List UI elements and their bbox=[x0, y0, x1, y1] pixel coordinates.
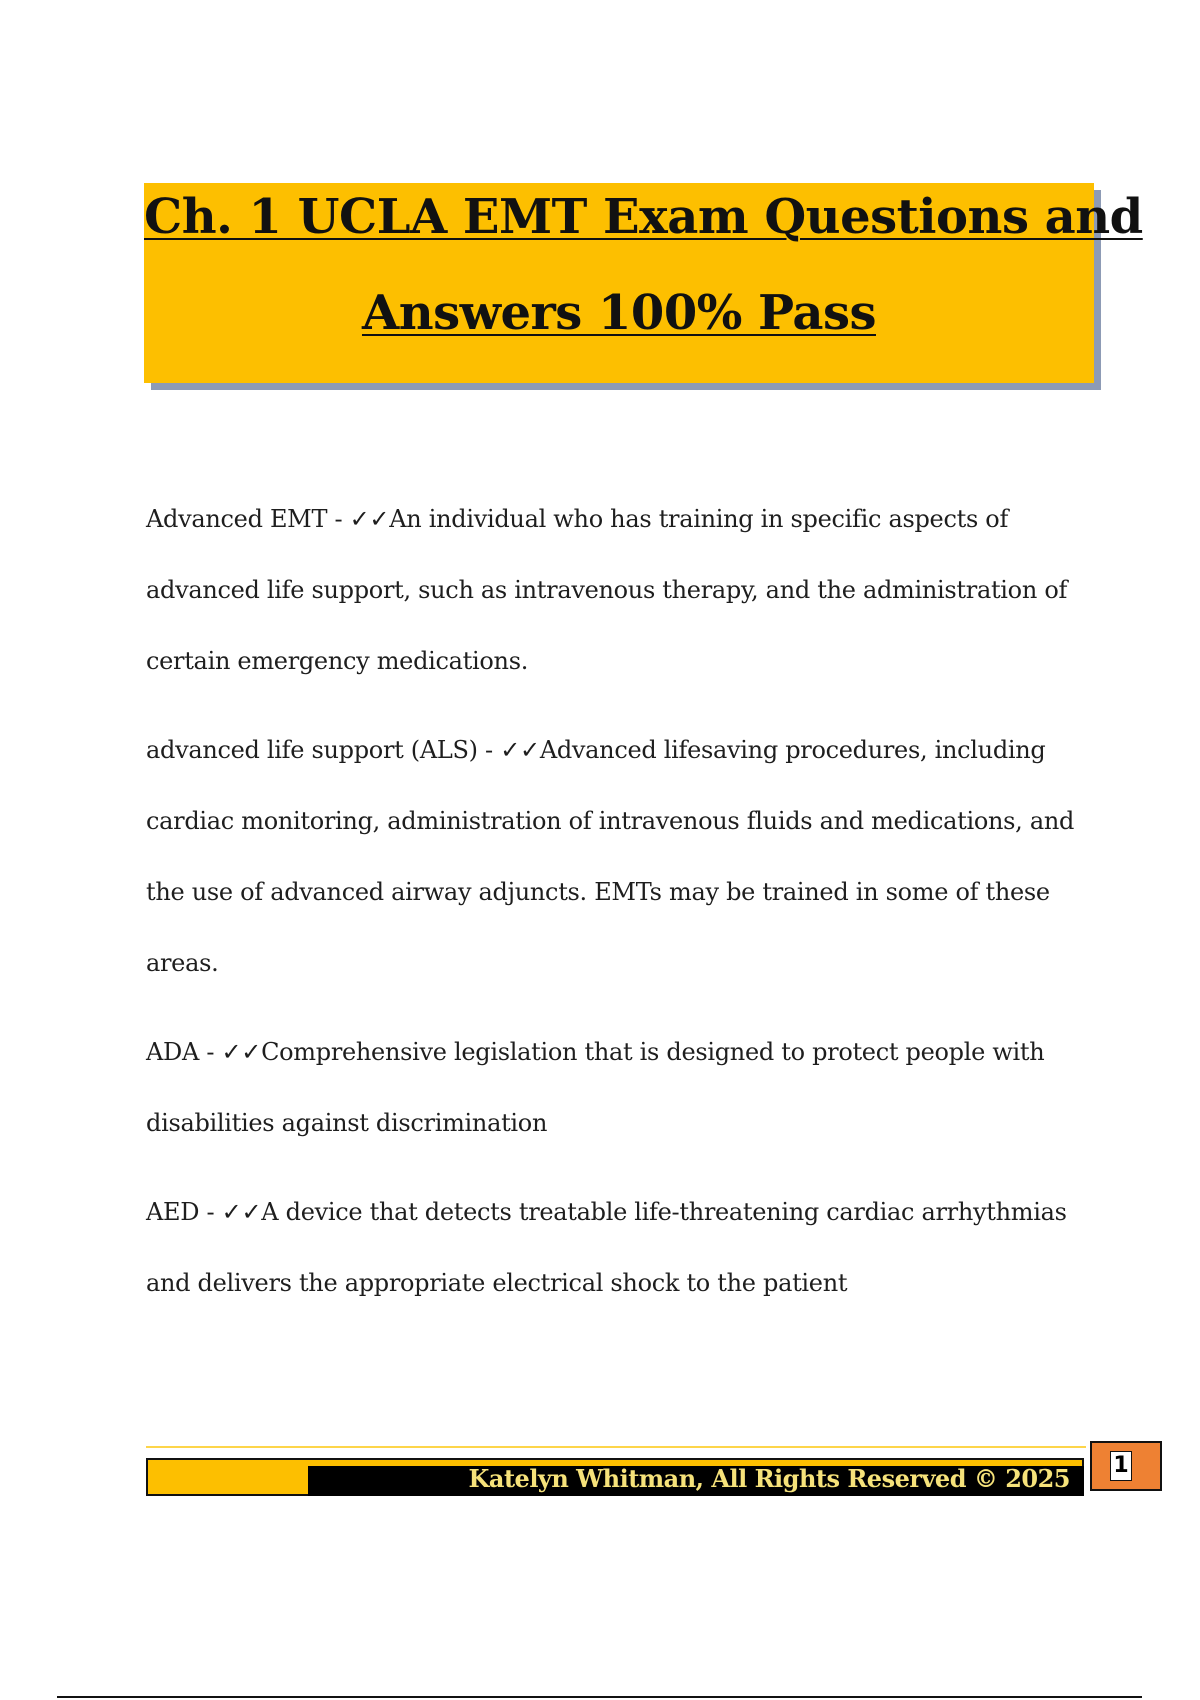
document-body bbox=[146, 484, 1096, 1337]
footer-divider bbox=[146, 1446, 1086, 1448]
entry-advanced-life-support: advanced life support (ALS) - ✓✓Advanced lifesaving procedures, including cardiac monitoring, administration of intravenous fluids and medications, and the use of advanced airway adjuncts. EMTs may be trained in some of these areas. bbox=[146, 736, 1075, 977]
entry-aed: AED - ✓✓A device that detects treatable life-threatening cardiac arrhythmias and delivers the appropriate electrical shock to the patient bbox=[146, 1198, 1067, 1297]
bottom-rule bbox=[57, 1696, 1142, 1698]
page-number-box bbox=[1090, 1441, 1162, 1491]
title-banner bbox=[144, 183, 1143, 383]
entry-advanced-emt: Advanced EMT - ✓✓An individual who has training in specific aspects of advanced life support, such as intravenous therapy, and the administration of certain emergency medications. bbox=[146, 505, 1068, 675]
page-number: 1 bbox=[1110, 1451, 1132, 1481]
title-line-1: Ch. 1 UCLA EMT Exam Questions and bbox=[144, 189, 1143, 245]
title-line-2: Answers 100% Pass bbox=[361, 285, 876, 341]
footer-copyright: Katelyn Whitman, All Rights Reserved © 2025 bbox=[468, 1464, 1070, 1493]
entry-ada: ADA - ✓✓Comprehensive legislation that is designed to protect people with disabilities against discrimination bbox=[146, 1038, 1045, 1137]
